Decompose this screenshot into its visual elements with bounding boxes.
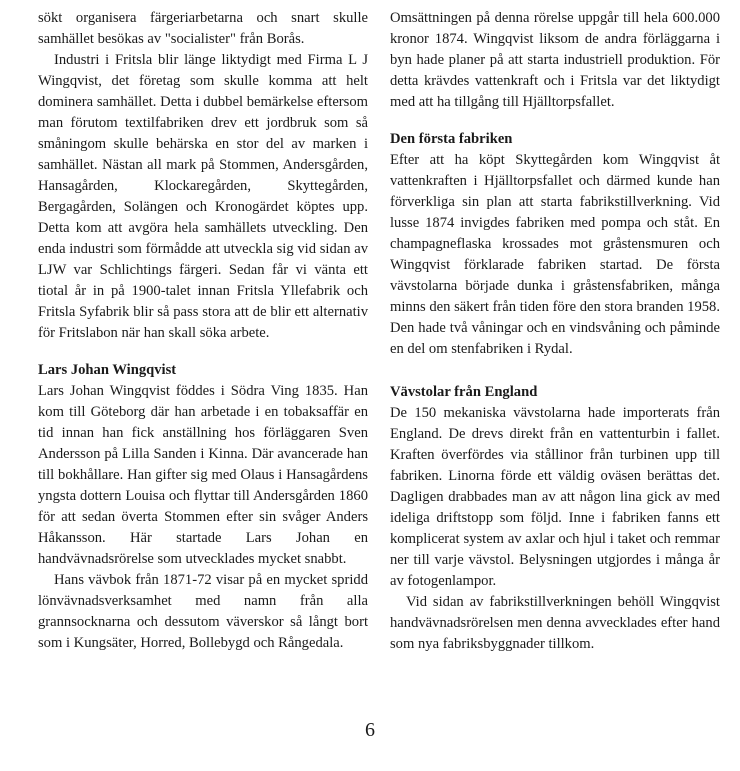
paragraph: Industri i Fritsla blir länge liktydigt med Firma L J Wingqvist, det företag som skulle komma att helt dominera samhället. Detta i dubbel bemärkelse eftersom man förutom textilfabriken drev ett jordbruk som så småningom skulle behärska en stor del av marken i samhället. Nästan all mark på Stommen, Andersgården, Hansagården, Klockaregården, Skyttegården, Bergagården, Solängen och Kronogärdet köptes upp. Detta kom att avgöra hela samhällets utveckling. Den enda industri som förmådde att utveckla sig vid sidan av LJW var Schlichtings färgeri. Sedan får vi vänta ett tiotal år in på 1900-talet innan Fritsla Yllefabrik och Fritsla Syfabrik blir så pass stora att de blir ett alternativ för Fritslabon när han skall söka arbete.	[38, 52, 368, 341]
paragraph: Hans vävbok från 1871-72 visar på en mycket spridd lönvävnadsverksamhet med namn från alla grannsocknarna och dessutom väverskor så långt bort som i Kungsäter, Horred, Bollebygd och Rångedala.	[38, 572, 368, 651]
left-column	[38, 8, 368, 654]
paragraph: De 150 mekaniska vävstolarna hade importerats från England. De drevs direkt från en vattenturbin i fallet. Kraften överfördes via stållinor från turbinen upp till fabriken. Linorna förde ett väldig oväsen berättas det. Dagligen drabbades man av att någon lina gick av med ideliga driftstopp som följd. Inne i fabriken fanns ett komplicerat system av axlar och hjul i taket och remmar ner till varje vävstol. Belysningen utgjordes i många år av fotogenlampor.	[390, 405, 720, 589]
section-heading: Den första fabriken	[390, 131, 513, 147]
paragraph: Omsättningen på denna rörelse uppgår till hela 600.000 kronor 1874. Wingqvist liksom de andra förläggarna i byn hade planer på att starta industriell produktion. För detta krävdes vattenkraft och i Fritsla var det liktydigt med att ha tillgång till Hjälltorpsfallet.	[390, 10, 720, 110]
page-number: 6	[365, 719, 375, 741]
paragraph: Efter att ha köpt Skyttegården kom Wingqvist åt vattenkraften i Hjälltorpsfallet och därmed kunde han förverkliga sin plan att starta fabrikstillverkning. Vid lusse 1874 invigdes fabriken med pompa och ståt. En champagneflaska krossades mot gråstensmuren och Wingqvist förklarade fabriken startad. De första vävstolarna började dunka i gråstensfabriken, många minns den säkert från tiden före den stora branden 1958. Den hade två våningar och en vindsvåning och påminde en del om stenfabriken i Rydal.	[390, 152, 720, 357]
paragraph: Lars Johan Wingqvist föddes i Södra Ving 1835. Han kom till Göteborg där han arbetade i en tobaksaffär en tid innan han fick anställning hos förläggaren Sven Andersson på Lilla Sanden i Kinna. Där avancerade han till bokhållare. Han gifter sig med Olaus i Hansagårdens yngsta dottern Louisa och flyttar till Andersgården 1860 för att sedan överta Stommen efter sin svåger Anders Håkansson. Här startade Lars Johan en handvävnadsrörelse som utvecklades mycket snabbt.	[38, 383, 368, 567]
section-heading: Lars Johan Wingqvist	[38, 362, 177, 378]
paragraph: Vid sidan av fabrikstillverkningen behöll Wingqvist handvävnadsrörelsen men denna avvecklades efter hand som nya fabriksbyggnader tillkom.	[390, 594, 720, 652]
paragraph: sökt organisera färgeriarbetarna och snart skulle samhället besökas av "socialister" från Borås.	[38, 10, 368, 47]
section-heading: Vävstolar från England	[390, 384, 538, 400]
right-column	[390, 8, 720, 655]
